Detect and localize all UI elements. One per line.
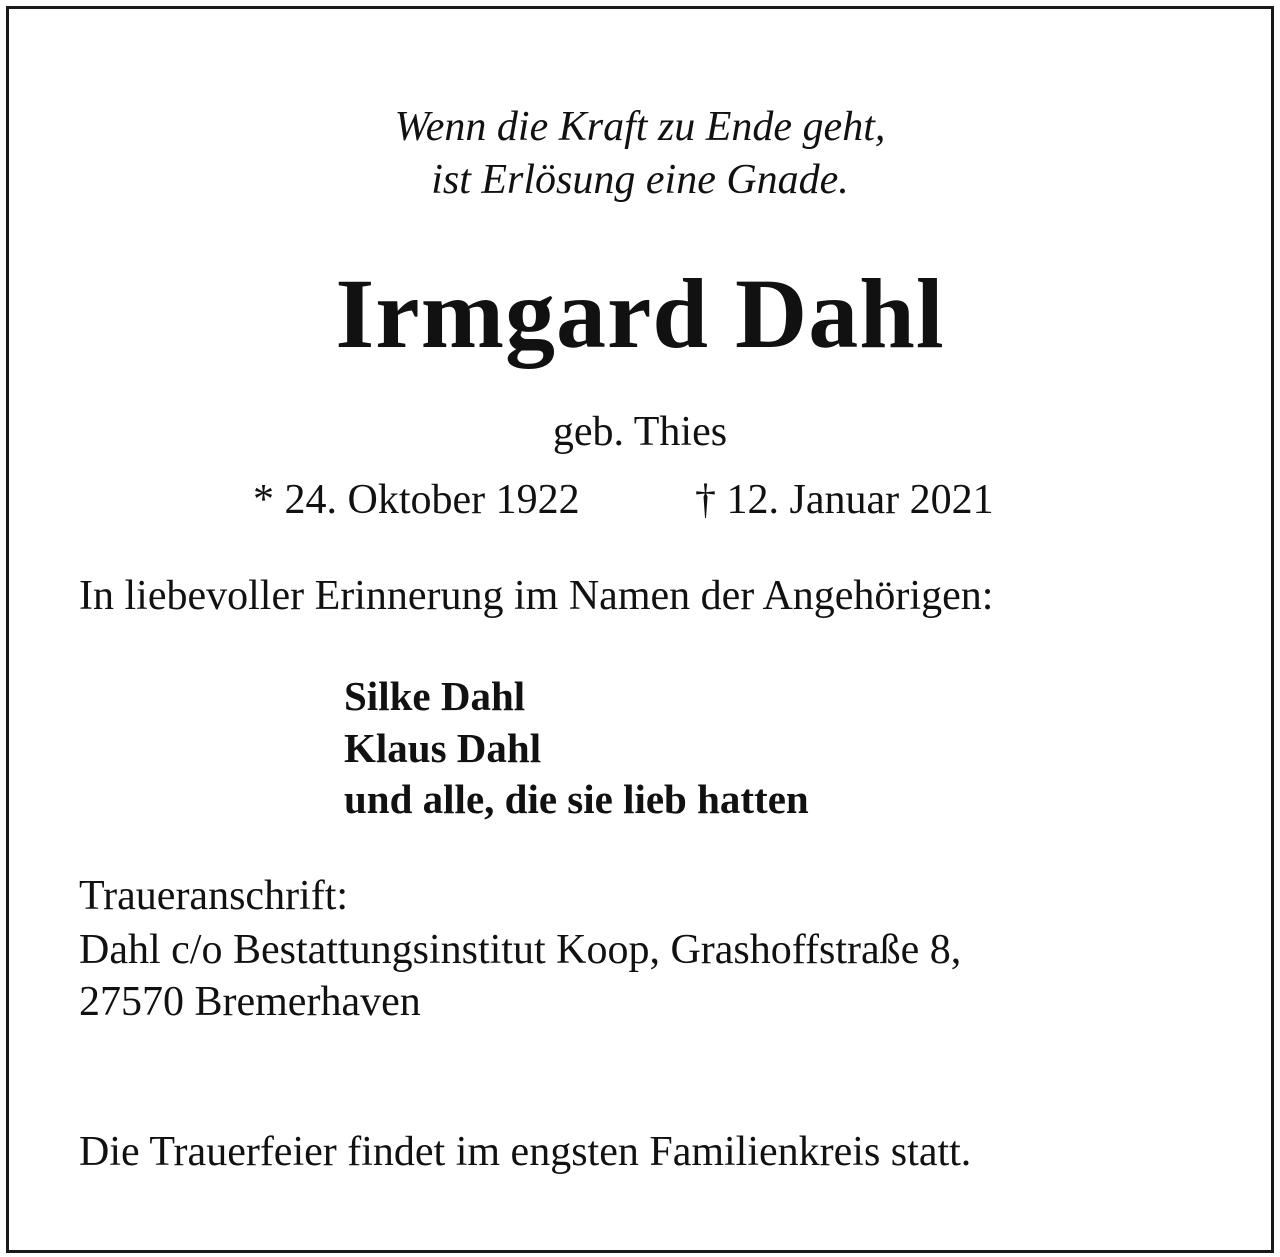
birth-date: * 24. Oktober 1922	[253, 477, 580, 523]
funeral-note: Die Trauerfeier findet im engsten Familienkreis statt.	[79, 1129, 972, 1175]
death-date: † 12. Januar 2021	[695, 477, 994, 523]
mourner-name: Silke Dahl	[344, 673, 526, 719]
motto-line-2: ist Erlösung eine Gnade.	[431, 157, 849, 203]
maiden-name: geb. Thies	[552, 409, 728, 455]
deceased-name: Irmgard Dahl	[335, 258, 945, 369]
address-label: Traueranschrift:	[79, 873, 349, 919]
address-line-1: Dahl c/o Bestattungsinstitut Koop, Grashoffstraße 8,	[79, 927, 962, 973]
intro-text: In liebevoller Erinnerung im Namen der Angehörigen:	[79, 573, 994, 619]
obituary-notice	[6, 6, 1274, 1253]
motto-line-1: Wenn die Kraft zu Ende geht,	[394, 104, 886, 150]
address-line-2: 27570 Bremerhaven	[79, 979, 421, 1025]
mourner-name: Klaus Dahl	[344, 725, 542, 771]
mourner-name: und alle, die sie lieb hatten	[344, 776, 809, 822]
